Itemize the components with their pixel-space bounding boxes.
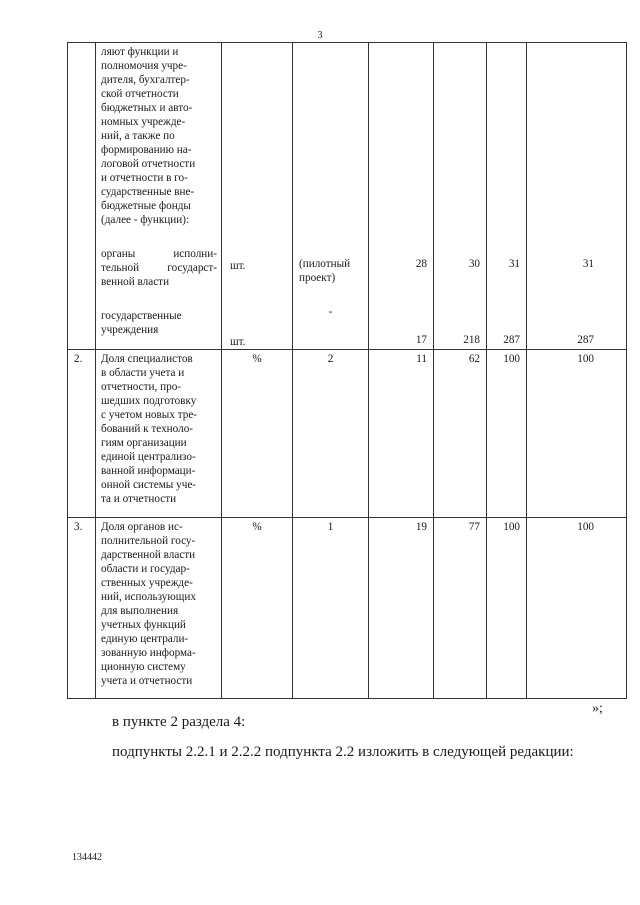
row-number-cell — [68, 43, 96, 350]
pilot-project-note — [299, 257, 368, 285]
name-line: гиям организации — [101, 437, 187, 449]
table-row — [68, 43, 627, 350]
name-line: та и отчетности — [101, 493, 177, 505]
name-line: Доля органов ис- — [101, 521, 183, 533]
name-line: для выполнения — [101, 605, 179, 617]
name-line: органы исполни- — [101, 248, 217, 260]
value: 100 — [527, 350, 627, 518]
value: 218 — [463, 334, 480, 346]
unit-cell — [222, 43, 293, 350]
name-line: полнительной госу- — [101, 535, 196, 547]
value: 19 — [369, 518, 434, 699]
name-line: формированию на- — [101, 144, 192, 156]
indicators-table — [67, 42, 627, 699]
value-cell — [527, 43, 627, 350]
value: 100 — [487, 350, 527, 518]
unit-value: шт. — [230, 260, 246, 272]
name-line: единую централи- — [101, 633, 189, 645]
name-line: учета и отчетности — [101, 675, 193, 687]
subitem-executive-bodies — [101, 247, 217, 289]
name-line: отчетности, про- — [101, 381, 182, 393]
name-line: в области учета и — [101, 367, 185, 379]
name-line: учетных функций — [101, 619, 186, 631]
name-line: сударственные вне- — [101, 186, 195, 198]
name-line: ляют функции и — [101, 46, 179, 58]
value: 77 — [434, 518, 487, 699]
name-line: логовой отчетности — [101, 158, 196, 170]
value: 100 — [527, 518, 627, 699]
indicator-name-cell — [96, 350, 222, 518]
unit-value: % — [222, 350, 293, 518]
indicator-name-continuation — [101, 45, 217, 227]
name-line: венной власти — [101, 276, 170, 288]
value: 100 — [487, 518, 527, 699]
name-line: ской отчетности — [101, 88, 179, 100]
name-line: государственные — [101, 310, 182, 322]
indicator-name-cell — [96, 43, 222, 350]
name-line: полномочия учре- — [101, 60, 187, 72]
name-line: бюджетных и авто- — [101, 102, 193, 114]
name-line: дарственной власти — [101, 549, 196, 561]
paragraph-section-ref: в пункте 2 раздела 4: — [112, 714, 246, 730]
value: 62 — [434, 350, 487, 518]
name-line: и отчетности в го- — [101, 172, 188, 184]
name-line: с учетом новых тре- — [101, 409, 198, 421]
note-line: проект) — [299, 272, 336, 284]
name-line: (далее - функции): — [101, 214, 190, 226]
closing-quote: »; — [592, 701, 603, 716]
name-line: дителя, бухгалтер- — [101, 74, 190, 86]
unit-value: шт. — [230, 336, 246, 348]
name-line: ванной информаци- — [101, 465, 196, 477]
base-value: 2 — [293, 350, 369, 518]
value: 31 — [508, 258, 520, 270]
name-line: единой централизо- — [101, 451, 196, 463]
base-value-cell — [293, 43, 369, 350]
paragraph-amendment: подпункты 2.2.1 и 2.2.2 подпункта 2.2 изложить в следующей редакции: — [112, 744, 574, 760]
document-code: 134442 — [72, 852, 102, 863]
name-line: онной системы уче- — [101, 479, 197, 491]
name-line: области и государ- — [101, 563, 190, 575]
name-line: ний, а также по — [101, 130, 175, 142]
name-line: тельной государст- — [101, 262, 217, 274]
value-cell — [369, 43, 434, 350]
value: 17 — [415, 334, 427, 346]
value: 28 — [415, 258, 427, 270]
name-line: учреждения — [101, 324, 159, 336]
indicator-name-cell — [96, 518, 222, 699]
value: 11 — [369, 350, 434, 518]
unit-value: % — [222, 518, 293, 699]
note-line: (пилотный — [299, 258, 351, 270]
name-line: ний, использующих — [101, 591, 196, 603]
value: 287 — [503, 334, 520, 346]
name-line: бюджетные фонды — [101, 200, 191, 212]
row-number: 3. — [68, 518, 96, 699]
row-number: 2. — [68, 350, 96, 518]
name-line: ционную систему — [101, 661, 186, 673]
page-number: 3 — [317, 30, 323, 41]
value: 287 — [577, 334, 594, 346]
name-line: бований к техноло- — [101, 423, 194, 435]
table-row — [68, 518, 627, 699]
name-line: Доля специалистов — [101, 353, 193, 365]
dash-value: - — [328, 306, 333, 318]
value: 31 — [582, 258, 594, 270]
name-line: шедших подготовку — [101, 395, 197, 407]
name-line: зованную информа- — [101, 647, 196, 659]
value-cell — [487, 43, 527, 350]
base-value: 1 — [293, 518, 369, 699]
table-row — [68, 350, 627, 518]
value: 30 — [468, 258, 480, 270]
name-line: ственных учрежде- — [101, 577, 193, 589]
subitem-state-institutions — [101, 309, 217, 337]
name-line: номных учрежде- — [101, 116, 186, 128]
value-cell — [434, 43, 487, 350]
